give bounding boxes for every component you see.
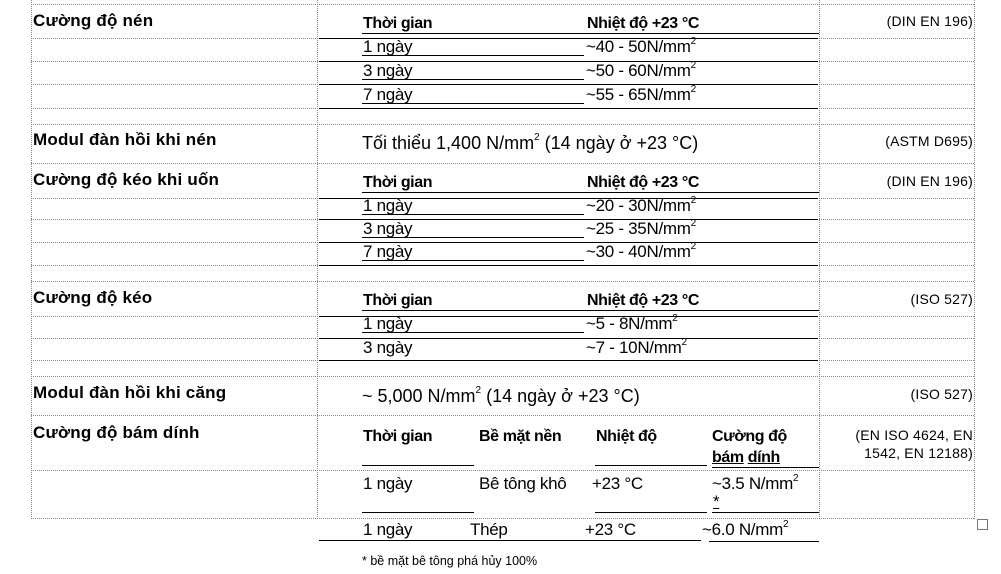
tensile-row-1-time: 1 ngày: [363, 314, 413, 333]
adhesion-row-1-temp: +23 °C: [592, 474, 643, 493]
compressive-strength-label: Cường độ nén: [33, 11, 154, 30]
compressive-row-2-time: 3 ngày: [363, 61, 413, 80]
compressive-modulus-value: Tối thiểu 1,400 $N/mm^2$ (14 ngày ở +23 °C): [362, 132, 699, 153]
adhesion-row-1-time: 1 ngày: [363, 474, 413, 493]
adhesion-row-1-value: ~3.5 $N/mm^2$: [712, 473, 799, 493]
adhesion-standard-line-2: 1542, EN 12188): [864, 445, 973, 461]
compressive-standard: (DIN EN 196): [886, 13, 973, 29]
adhesion-surface-header: Bề mặt nền: [479, 428, 562, 445]
flexural-strength-label: Cường độ kéo khi uốn: [33, 170, 220, 189]
adhesion-row-2-value: ~6.0 $N/mm^2$: [702, 519, 789, 539]
adhesion-row-1-surface: Bê tông khô: [479, 474, 567, 493]
tensile-standard: (ISO 527): [910, 291, 973, 307]
flexural-time-header: Thời gian: [363, 174, 433, 191]
footnote: * bề mặt bê tông phá hủy 100%: [362, 554, 538, 568]
table-resize-handle[interactable]: [977, 519, 988, 530]
compressive-modulus-standard: (ASTM D695): [885, 133, 973, 149]
compressive-row-1-time: 1 ngày: [363, 37, 413, 56]
adhesion-row-2-time: 1 ngày: [363, 520, 413, 539]
adhesion-strength-label: Cường độ bám dính: [33, 423, 200, 442]
tensile-modulus-standard: (ISO 527): [910, 386, 973, 402]
tensile-row-1-value: ~5 - $8N/mm^2$: [586, 313, 678, 333]
flexural-row-1-time: 1 ngày: [363, 196, 413, 215]
flexural-row-3-time: 7 ngày: [363, 242, 413, 261]
tensile-time-header: Thời gian: [363, 292, 433, 309]
tensile-modulus-value: ~ 5,000 $N/mm^2$ (14 ngày ở +23 °C): [362, 385, 640, 406]
flexural-row-2-time: 3 ngày: [363, 219, 413, 238]
tensile-row-2-value: ~7 - $10N/mm^2$: [586, 337, 687, 357]
adhesion-row-2-temp: +23 °C: [585, 520, 636, 539]
adhesion-strength-header-line-1: Cường độ: [712, 428, 787, 445]
compressive-modulus-label: Modul đàn hồi khi nén: [33, 130, 217, 149]
adhesion-row-1-footnote-mark: *: [713, 492, 720, 511]
compressive-row-3-value: ~55 - $65N/mm^2$: [586, 84, 696, 104]
compressive-time-header: Thời gian: [363, 15, 433, 32]
adhesion-standard-line-1: (EN ISO 4624, EN: [855, 427, 973, 443]
adhesion-strength-header-line-2: bám dính: [712, 449, 780, 466]
flexural-temp-header: Nhiệt độ +23 °C: [587, 174, 699, 191]
flexural-row-1-value: ~20 - $30N/mm^2$: [586, 195, 696, 215]
tensile-modulus-label: Modul đàn hồi khi căng: [33, 383, 227, 402]
compressive-row-1-value: ~40 - $50N/mm^2$: [586, 36, 696, 56]
tensile-row-2-time: 3 ngày: [363, 338, 413, 357]
flexural-row-3-value: ~30 - $40N/mm^2$: [586, 241, 696, 261]
compressive-row-3-time: 7 ngày: [363, 85, 413, 104]
flexural-row-2-value: ~25 - $35N/mm^2$: [586, 218, 696, 238]
flexural-standard: (DIN EN 196): [886, 173, 973, 189]
adhesion-row-2-surface: Thép: [470, 520, 508, 539]
adhesion-time-header: Thời gian: [363, 428, 433, 445]
compressive-row-2-value: ~50 - $60N/mm^2$: [586, 60, 696, 80]
compressive-temp-header: Nhiệt độ +23 °C: [587, 15, 699, 32]
tensile-strength-label: Cường độ kéo: [33, 288, 153, 307]
tensile-temp-header: Nhiệt độ +23 °C: [587, 292, 699, 309]
adhesion-temp-header: Nhiệt độ: [596, 428, 657, 445]
